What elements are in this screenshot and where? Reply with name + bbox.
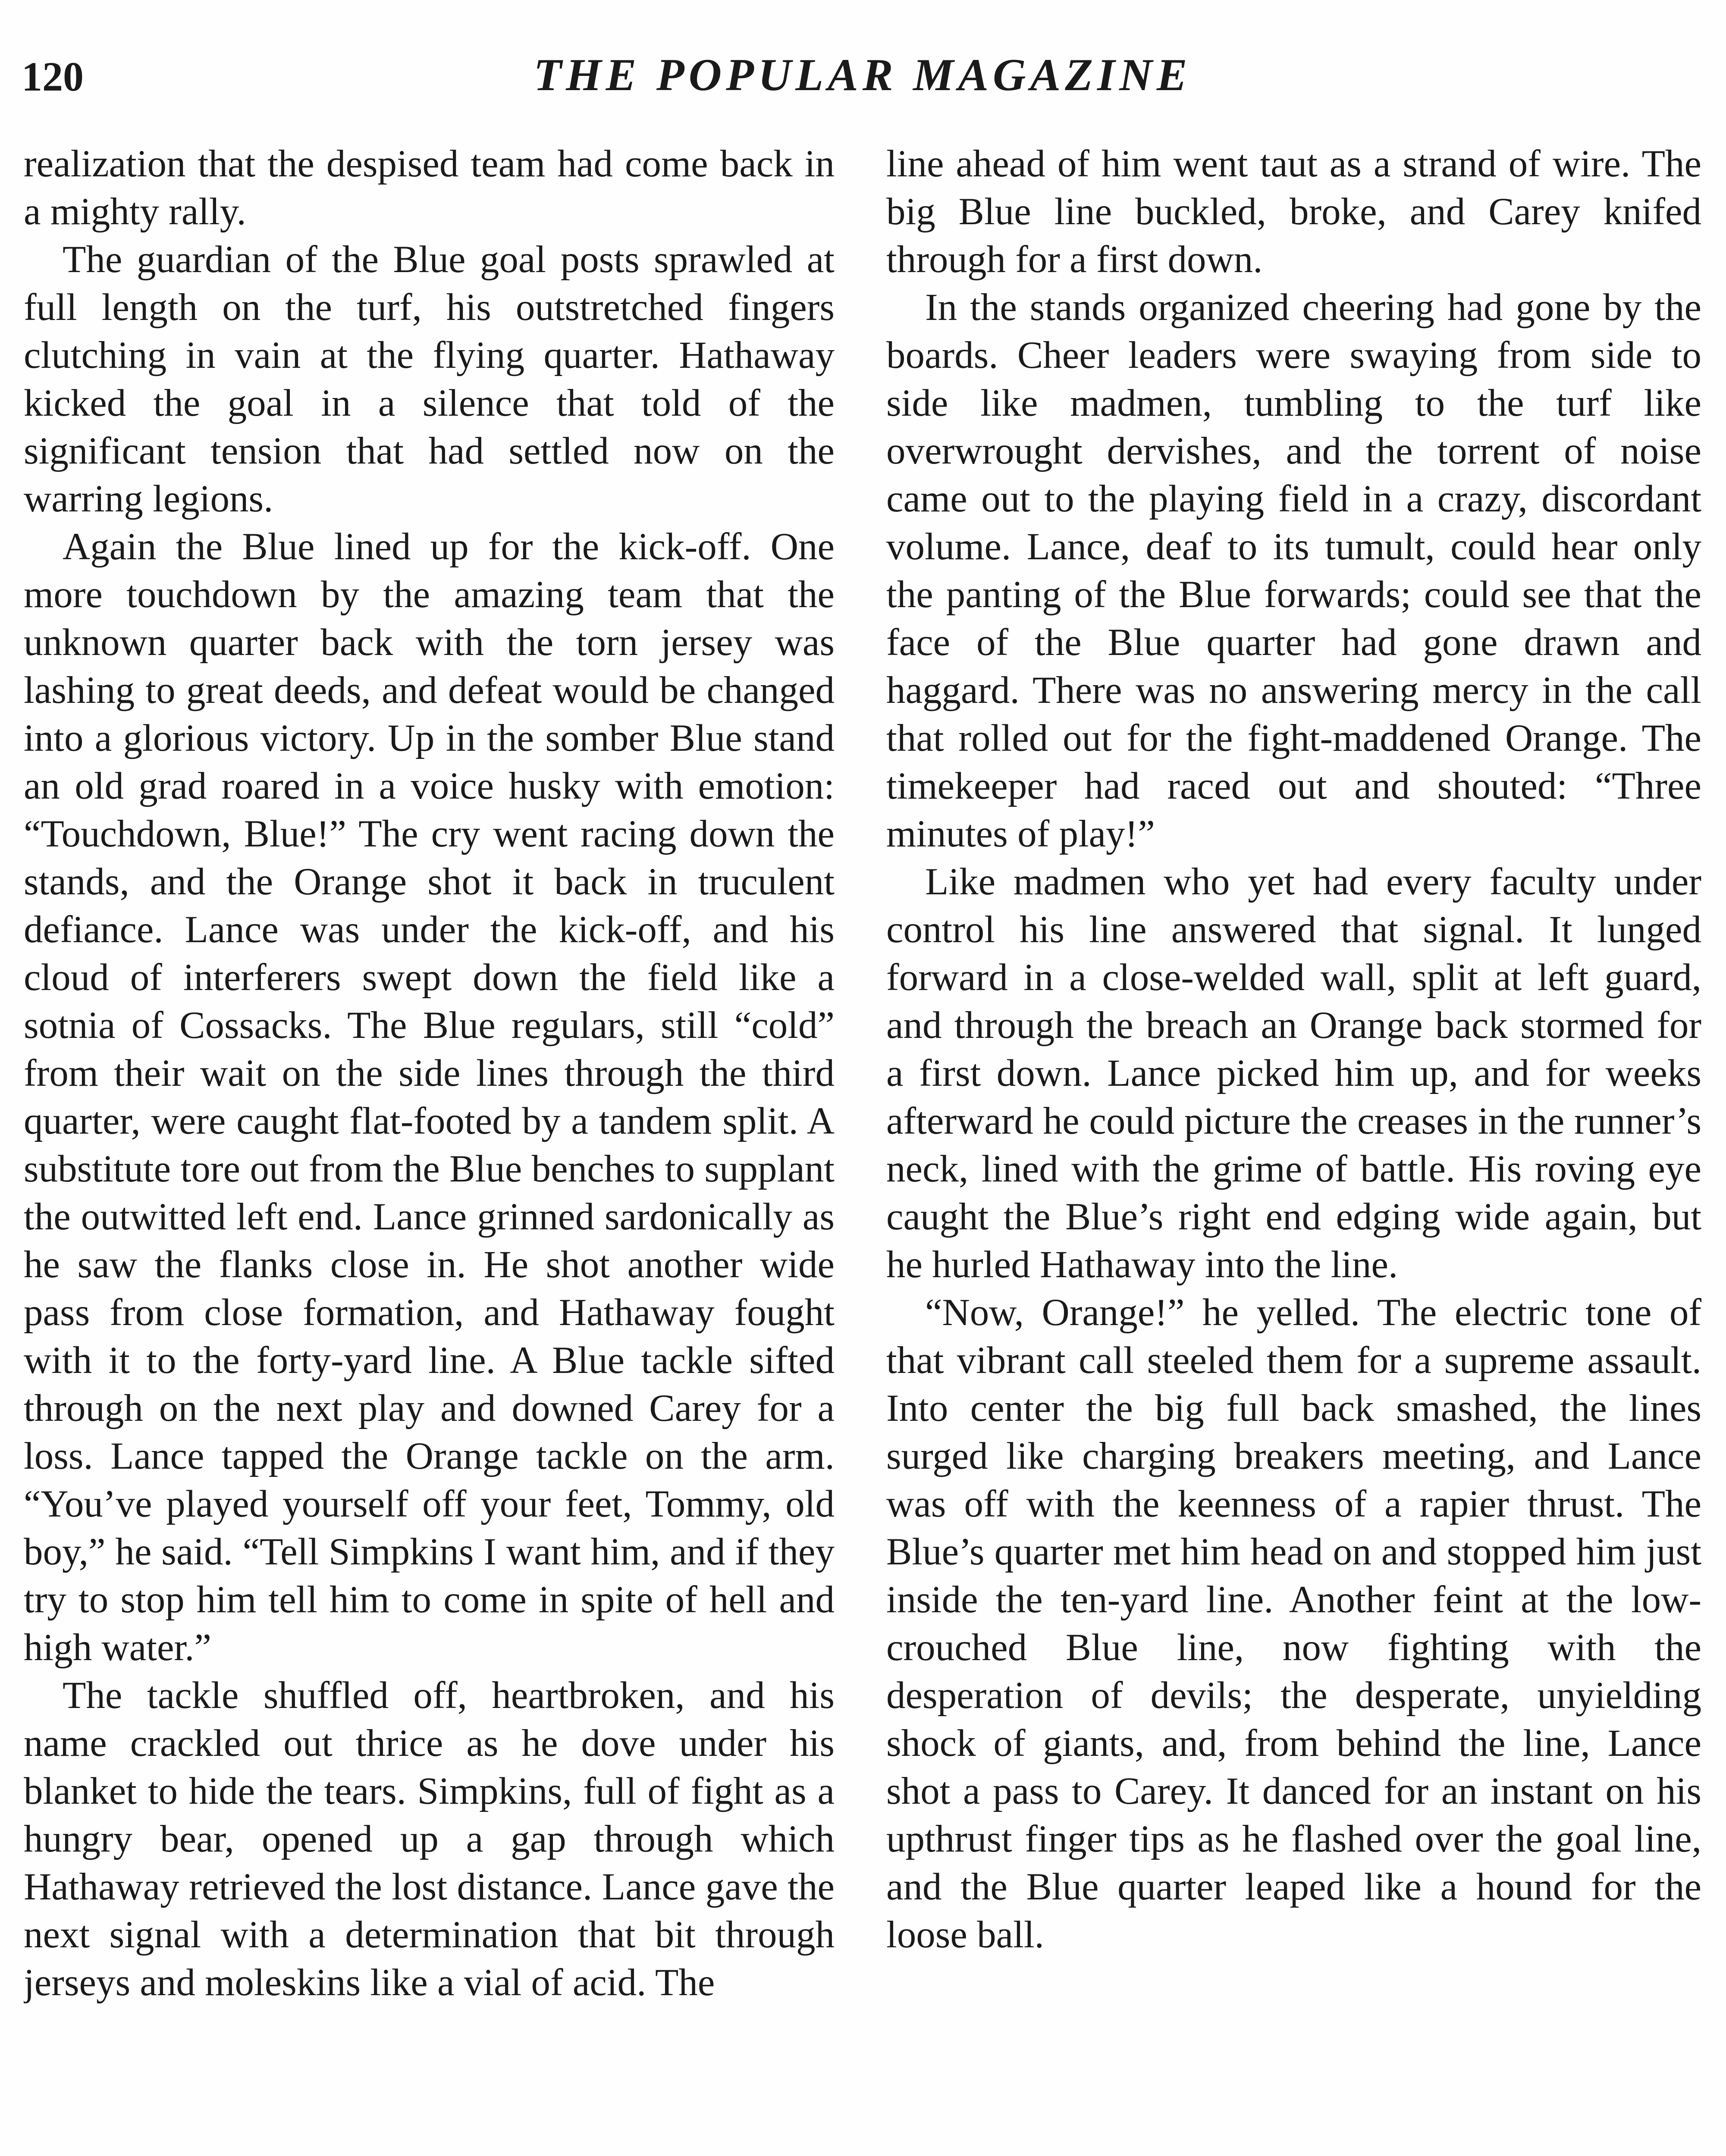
right-text-column bbox=[886, 140, 1701, 2156]
right-paragraph-3: Like madmen who yet had every faculty under control his line answered that signal. It lunged forward in a close-welded wall, split at left guard, and through the breach an Orange back stormed for a first down. Lance picked him up, and for weeks afterward he could picture the creases in the runner’s neck, lined with the grime of battle. His roving eye caught the Blue’s right end edging wide again, but he hurled Hathaway into the line. bbox=[886, 861, 1701, 1286]
page-number: 120 bbox=[22, 53, 84, 100]
left-paragraph-3: Again the Blue lined up for the kick-off. One more touchdown by the amazing team that the unknown quarter back with the torn jersey was lashing to great deeds, and defeat would be changed into a glorious victory. Up in the somber Blue stand an old grad roared in a voice husky with emotion: “Touchdown, Blue!” The cry went racing down the stands, and the Orange shot it back in truculent defiance. Lance was under the kick-off, and his cloud of interferers swept down the field like a sotnia of Cossacks. The Blue regulars, still “cold” from their wait on the side lines through the third quarter, were caught flat-footed by a tandem split. A substitute tore out from the Blue benches to supplant the outwitted left end. Lance grinned sardonically as he saw the flanks close in. He shot another wide pass from close formation, and Hathaway fought with it to the forty-yard line. A Blue tackle sifted through on the next play and downed Carey for a loss. Lance tapped the Orange tackle on the arm. “You’ve played yourself off your feet, Tommy, old boy,” he said. “Tell Simpkins I want him, and if they try to stop him tell him to come in spite of hell and high water.” bbox=[24, 526, 835, 1669]
running-head-title: THE POPULAR MAGAZINE bbox=[533, 50, 1192, 100]
right-paragraph-4: “Now, Orange!” he yelled. The electric tone of that vibrant call steeled them for a supreme assault. Into center the big full back smashed, the lines surged like charging breakers meeting, and Lance was off with the keenness of a rapier thrust. The Blue’s quarter met him head on and stopped him just inside the ten-yard line. Another feint at the low-crouched Blue line, now fighting with the desperation of devils; the desperate, unyielding shock of giants, and, from behind the line, Lance shot a pass to Carey. It danced for an instant on his upthrust finger tips as he flashed over the goal line, and the Blue quarter leaped like a hound for the loose ball. bbox=[886, 1291, 1701, 1956]
left-paragraph-1: realization that the despised team had come back in a mighty rally. bbox=[24, 143, 835, 233]
left-paragraph-4: The tackle shuffled off, heartbroken, and his name crackled out thrice as he dove under his blanket to hide the tears. Simpkins, full of fight as a hungry bear, opened up a gap through which Hathaway retrieved the lost distance. Lance gave the next signal with a determination that bit through jerseys and moleskins like a vial of acid. The bbox=[24, 1674, 835, 2004]
right-paragraph-2: In the stands organized cheering had gone by the boards. Cheer leaders were swaying from side to side like madmen, tumbling to the turf like overwrought dervishes, and the torrent of noise came out to the playing field in a crazy, discordant volume. Lance, deaf to its tumult, could hear only the panting of the Blue forwards; could see that the face of the Blue quarter had gone drawn and haggard. There was no answering mercy in the call that rolled out for the fight-maddened Orange. The timekeeper had raced out and shouted: “Three minutes of play!” bbox=[886, 286, 1701, 855]
page-header bbox=[22, 47, 1704, 116]
left-paragraph-2: The guardian of the Blue goal posts sprawled at full length on the turf, his outstretched fingers clutching in vain at the flying quarter. Hathaway kicked the goal in a silence that told of the significant tension that had settled now on the warring legions. bbox=[24, 238, 835, 520]
left-text-column bbox=[24, 140, 835, 2156]
right-paragraph-1: line ahead of him went taut as a strand of wire. The big Blue line buckled, broke, and Carey knifed through for a first down. bbox=[886, 143, 1701, 281]
